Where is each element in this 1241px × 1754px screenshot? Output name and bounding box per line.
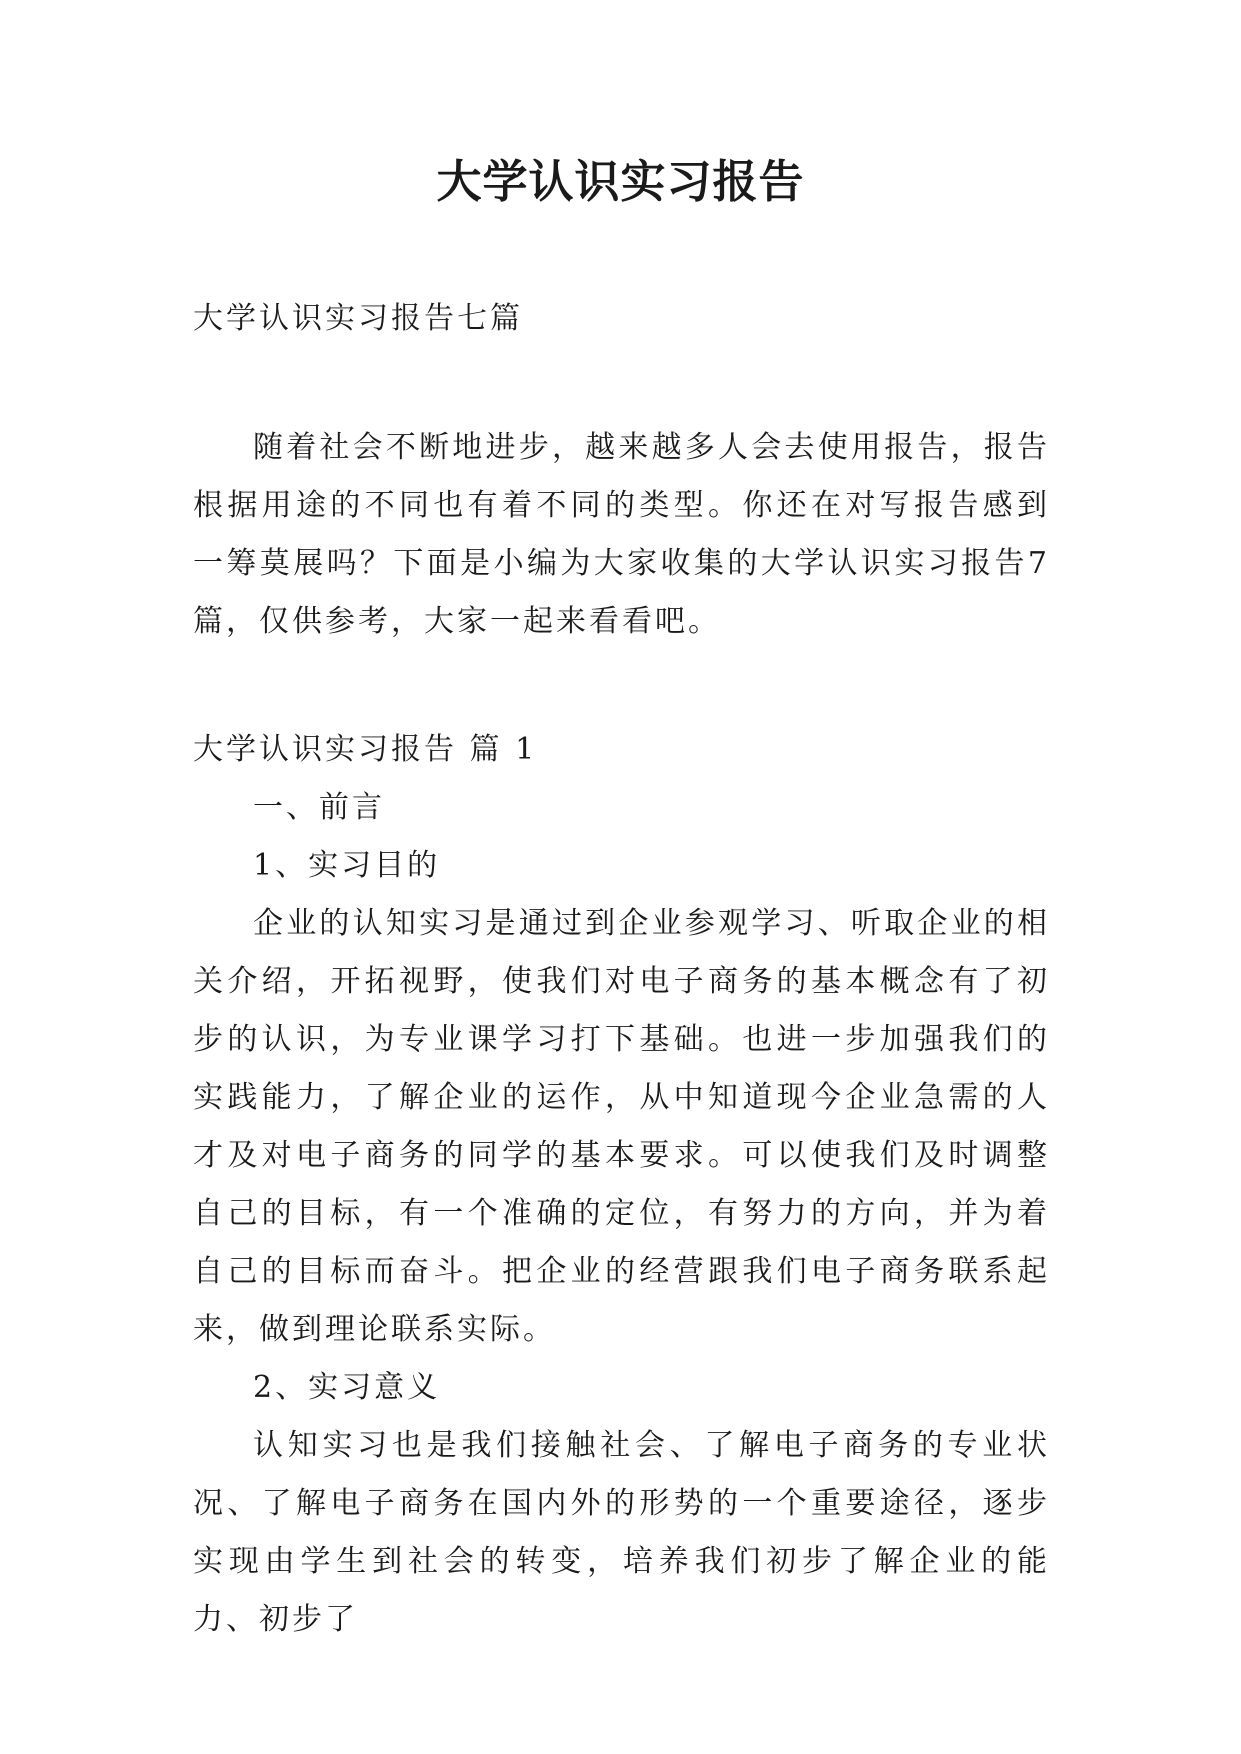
item2-heading: 2、实习意义: [253, 1370, 441, 1405]
item2-paragraph: 认知实习也是我们接触社会、了解电子商务的专业状况、了解电子商务在国内外的形势的一个重要途径，逐步实现由学生到社会的转变，培养我们初步了解企业的能力、初步了: [193, 1428, 1050, 1637]
document-title: 大学认识实习报告: [436, 155, 805, 208]
item1-paragraph: 企业的认知实习是通过到企业参观学习、听取企业的相关介绍，开拓视野，使我们对电子商务的基本概念有了初步的认识，为专业课学习打下基础。也进一步加强我们的实践能力，了解企业的运作，从中知道现今企业急需的人才及对电子商务的同学的基本要求。可以使我们及时调整自己的目标，有一个准确的定位，有努力的方向，并为着自己的目标而奋斗。把企业的经营跟我们电子商务联系起来，做到理论联系实际。: [193, 906, 1050, 1347]
item1-heading: 1、实习目的: [253, 848, 441, 883]
section-heading: 大学认识实习报告 篇 1: [193, 732, 538, 767]
document-body: [193, 290, 1050, 1649]
part-heading: 一、前言: [253, 790, 385, 825]
document-subtitle: 大学认识实习报告七篇: [193, 301, 523, 336]
intro-paragraph: 随着社会不断地进步，越来越多人会去使用报告，报告根据用途的不同也有着不同的类型。你还在对写报告感到一筹莫展吗？下面是小编为大家收集的大学认识实习报告7篇，仅供参考，大家一起来看看吧。: [193, 430, 1050, 639]
